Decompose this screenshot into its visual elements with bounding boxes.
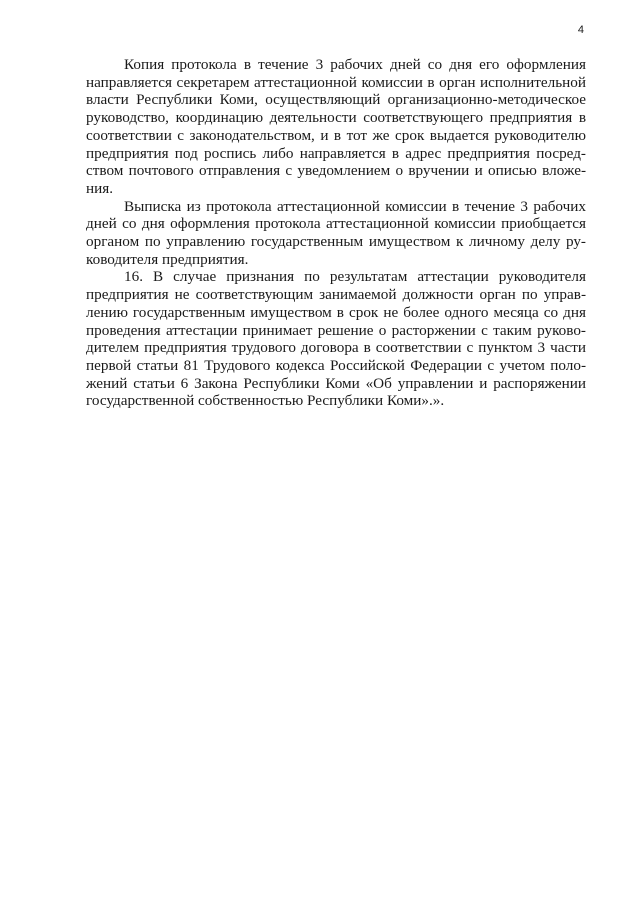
text-line: жений статьи 6 Закона Республики Коми «Об управлении и распоряжении <box>86 374 586 392</box>
text-line: предприятия под роспись либо направляется в адрес предприятия посред- <box>86 144 586 162</box>
page-number: 4 <box>577 24 584 36</box>
text-line: направляется секретарем аттестационной комиссии в орган исполнительной <box>86 73 586 91</box>
text-line: Копия протокола в течение 3 рабочих дней со дня его оформления <box>124 56 586 73</box>
text-line: государственной собственностью Республики Коми».». <box>86 392 445 410</box>
text-line: соответствии с законодательством, и в тот же срок выдается руководителю <box>86 126 586 144</box>
text-line: проведения аттестации принимает решение о расторжении с таким руково- <box>86 321 586 339</box>
paragraph-protocol-copy <box>86 56 586 198</box>
document-body <box>86 56 586 410</box>
text-line: предприятия не соответствующим занимаемой должности орган по управ- <box>86 286 586 304</box>
text-line: лению государственным имуществом в срок не более одного месяца со дня <box>86 303 586 321</box>
text-line: ководителя предприятия. <box>86 250 249 268</box>
text-line: ния. <box>86 179 114 197</box>
text-line: руководство, координацию деятельности соответствующего предприятия в <box>86 109 586 127</box>
text-line: органом по управлению государственным имуществом к личному делу ру- <box>86 233 586 251</box>
text-line: 16. В случае признания по результатам аттестации руководителя <box>124 268 586 286</box>
paragraph-protocol-extract <box>86 198 586 269</box>
text-line: первой статьи 81 Трудового кодекса Российской Федерации с учетом поло- <box>86 356 586 374</box>
text-line: дителем предприятия трудового договора в соответствии с пунктом 3 части <box>86 339 586 357</box>
paragraph-item-16 <box>86 268 586 410</box>
text-line: ством почтового отправления с уведомлением о вручении и описью вложе- <box>86 162 586 180</box>
text-line: Выписка из протокола аттестационной комиссии в течение 3 рабочих <box>124 197 586 215</box>
text-line: власти Республики Коми, осуществляющий организационно-методическое <box>86 91 586 109</box>
text-line: дней со дня оформления протокола аттестационной комиссии приобщается <box>86 215 586 233</box>
